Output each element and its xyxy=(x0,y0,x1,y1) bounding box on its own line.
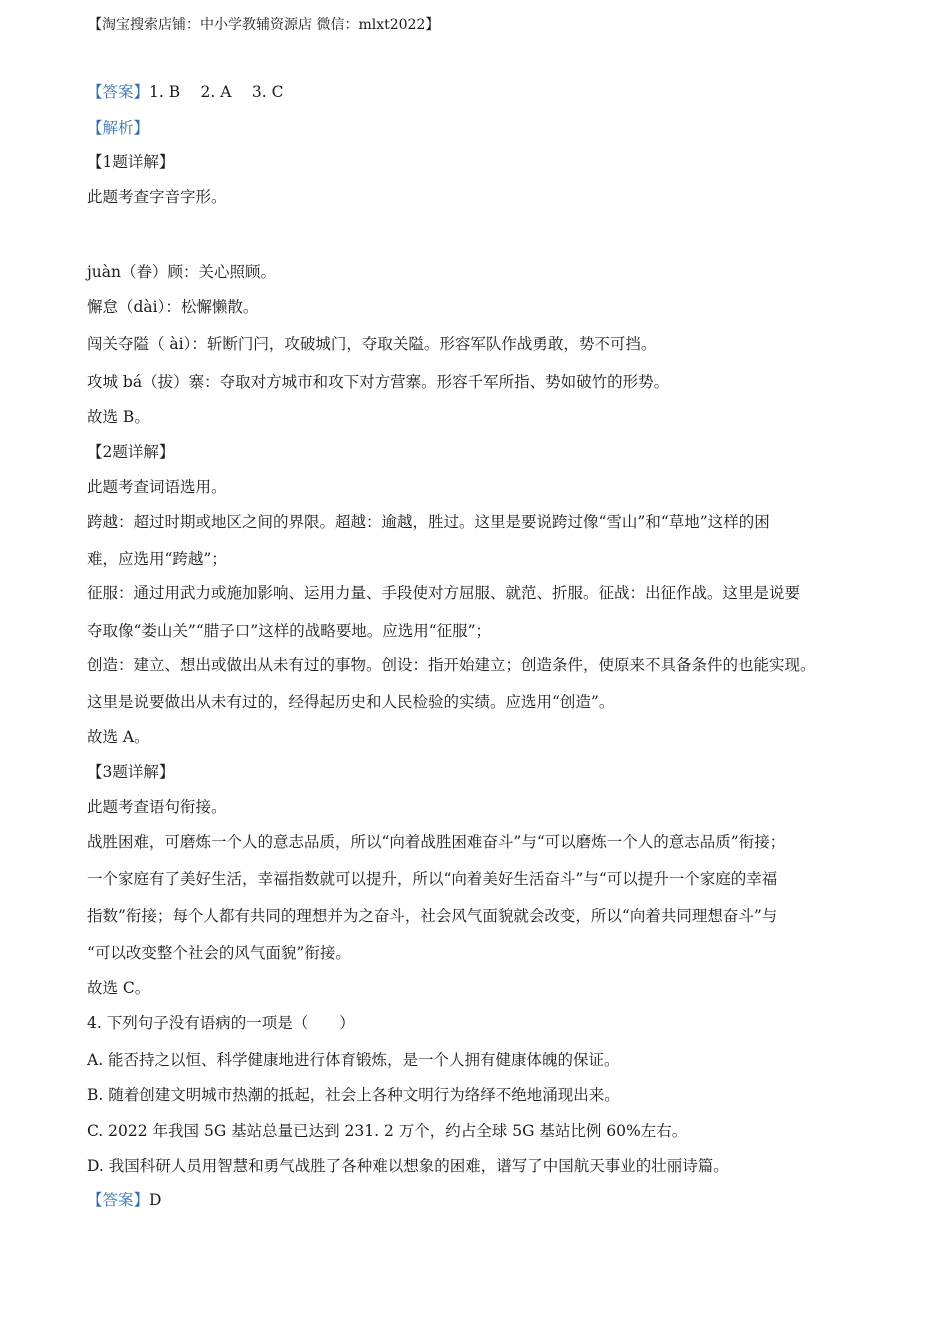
q2-line: 创造：建立、想出或做出从未有过的事物。创设：指开始建立；创造条件，使原来不具备条件的也能实现。 xyxy=(87,656,816,674)
analysis-tag: 【解析】 xyxy=(87,119,150,137)
q1-line: juàn（眷）顾：关心照顾。 xyxy=(87,263,277,281)
page-header-watermark: 【淘宝搜索店铺：中小学教辅资源店 微信：mlxt2022】 xyxy=(88,17,440,33)
answer-text: 1. B 2. A 3. C xyxy=(149,83,284,101)
q4-answer-tag: 【答案】 xyxy=(87,1191,150,1209)
q1-title: 【1题详解】 xyxy=(87,153,175,171)
q1-line: 攻城 bá（拔）寨：夺取对方城市和攻下对方营寨。形容千军所指、势如破竹的形势。 xyxy=(87,373,670,391)
q2-line: 难，应选用“跨越”； xyxy=(87,550,227,568)
q1-line: 闯关夺隘（ ài）：斩断门闩，攻破城门，夺取关隘。形容军队作战勇敢，势不可挡。 xyxy=(87,335,657,353)
q3-line: 一个家庭有了美好生活，幸福指数就可以提升，所以“向着美好生活奋斗”与“可以提升一个家庭的幸福 xyxy=(87,870,778,888)
q3-line: “可以改变整个社会的风气面貌”衔接。 xyxy=(87,944,351,962)
q4-option-d: D. 我国科研人员用智慧和勇气战胜了各种难以想象的困难，谱写了中国航天事业的壮丽诗篇。 xyxy=(87,1157,729,1175)
q2-line: 夺取像“娄山关”“腊子口”这样的战略要地。应选用“征服”； xyxy=(87,622,492,640)
q4-option-a: A. 能否持之以恒、科学健康地进行体育锻炼，是一个人拥有健康体魄的保证。 xyxy=(87,1051,620,1069)
q3-line: 故选 C。 xyxy=(87,979,151,997)
q2-line: 这里是说要做出从未有过的，经得起历史和人民检验的实绩。应选用“创造”。 xyxy=(87,693,615,711)
q4-answer-row xyxy=(87,1188,161,1210)
q2-line: 征服：通过用武力或施加影响、运用力量、手段使对方屈服、就范、折服。征战：出征作战。这里是说要 xyxy=(87,584,801,602)
q2-title: 【2题详解】 xyxy=(87,443,175,461)
q2-intro: 此题考查词语选用。 xyxy=(87,478,227,496)
q4-stem: 4. 下列句子没有语病的一项是（ ） xyxy=(87,1014,355,1032)
q3-line: 指数”衔接；每个人都有共同的理想并为之奋斗，社会风气面貌就会改变，所以“向着共同理想奋斗”与 xyxy=(87,907,778,925)
q3-line: 战胜困难，可磨炼一个人的意志品质，所以“向着战胜困难奋斗”与“可以磨炼一个人的意志品质”衔接； xyxy=(87,833,786,851)
q4-option-b: B. 随着创建文明城市热潮的抵起，社会上各种文明行为络绎不绝地涌现出来。 xyxy=(87,1086,620,1104)
q2-line: 故选 A。 xyxy=(87,728,150,746)
q1-line: 故选 B。 xyxy=(87,408,150,426)
answer-tag: 【答案】 xyxy=(87,83,150,101)
q4-option-c: C. 2022 年我国 5G 基站总量已达到 231. 2 万个，约占全球 5G 基站比例 60%左右。 xyxy=(87,1122,688,1140)
q3-title: 【3题详解】 xyxy=(87,763,175,781)
q1-intro: 此题考查字音字形。 xyxy=(87,188,227,206)
q3-intro: 此题考查语句衔接。 xyxy=(87,798,227,816)
answer-row xyxy=(87,80,283,102)
q2-line: 跨越：超过时期或地区之间的界限。超越：逾越，胜过。这里是要说跨过像“雪山”和“草地”这样的困 xyxy=(87,513,770,531)
q4-answer: D xyxy=(149,1191,162,1209)
q1-line: 懈怠（dài）：松懈懒散。 xyxy=(87,298,259,316)
